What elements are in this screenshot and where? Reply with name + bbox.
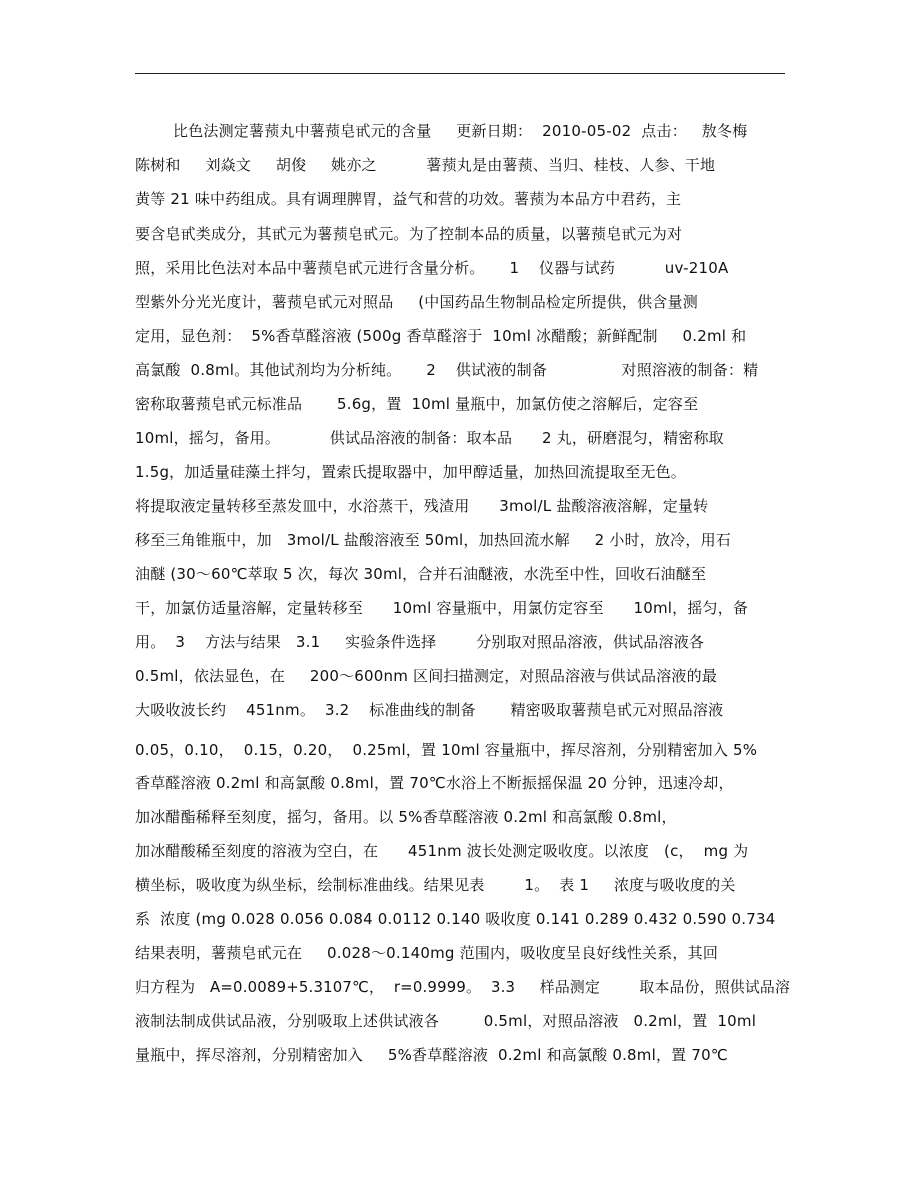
text-line: 加冰醋酯稀释至刻度，摇匀，备用。以 5%香草醛溶液 0.2ml 和高氯酸 0.8ml， <box>135 808 677 826</box>
text-line: 油醚 (30～60℃萃取 5 次，每次 30ml，合并石油醚液，水洗至中性，回收石油醚至 <box>135 565 707 583</box>
text-line: 大吸收波长约 451nm。 3.2 标准曲线的制备 精密吸取薯蓣皂甙元对照品溶液 <box>135 701 724 719</box>
text-line: 型紫外分光光度计，薯蓣皂甙元对照品 (中国药品生物制品检定所提供，供含量测 <box>135 293 698 311</box>
text-line: 陈树和 刘焱文 胡俊 姚亦之 薯蓣丸是由薯蓣、当归、桂枝、人参、干地 <box>135 156 716 174</box>
text-line: 归方程为 A=0.0089+5.3107℃， r=0.9999。 3.3 样品测定 取本品份，照供试品溶 <box>135 978 791 996</box>
text-line: 液制法制成供试品液，分别吸取上述供试液各 0.5ml，对照品溶液 0.2ml，置 10ml <box>135 1012 757 1030</box>
text-line: 量瓶中，挥尽溶剂，分别精密加入 5%香草醛溶液 0.2ml 和高氯酸 0.8ml，置 70℃ <box>135 1046 728 1064</box>
text-line: 1.5g，加适量硅藻土拌匀，置索氏提取器中，加甲醇适量，加热回流提取至无色。 <box>135 463 686 481</box>
text-line: 横坐标，吸收度为纵坐标，绘制标准曲线。结果见表 1。 表 1 浓度与吸收度的关 <box>135 876 736 894</box>
text-line: 移至三角锥瓶中，加 3mol/L 盐酸溶液至 50ml，加热回流水解 2 小时，放冷，用石 <box>135 531 731 549</box>
text-line: 用。 3 方法与结果 3.1 实验条件选择 分别取对照品溶液，供试品溶液各 <box>135 633 705 651</box>
text-line: 黄等 21 味中药组成。具有调理脾胃，益气和营的功效。薯蓣为本品方中君药，主 <box>135 190 682 208</box>
text-line: 密称取薯蓣皂甙元标准品 5.6g，置 10ml 量瓶中，加氯仿使之溶解后，定容至 <box>135 395 699 413</box>
text-line: 10ml，摇匀，备用。 供试品溶液的制备：取本品 2 丸，研磨混匀，精密称取 <box>135 429 724 447</box>
text-line: 比色法测定薯蓣丸中薯蓣皂甙元的含量 更新日期： 2010-05-02 点击： 敖冬梅 <box>173 122 748 140</box>
text-line: 香草醛溶液 0.2ml 和高氯酸 0.8ml，置 70℃水浴上不断振摇保温 20 分钟，迅速冷却， <box>135 774 734 792</box>
text-line: 要含皂甙类成分，其甙元为薯蓣皂甙元。为了控制本品的质量，以薯蓣皂甙元为对 <box>135 225 683 243</box>
text-line: 高氯酸 0.8ml。其他试剂均为分析纯。 2 供试液的制备 对照溶液的制备：精 <box>135 361 759 379</box>
text-line: 0.5ml，依法显色，在 200～600nm 区间扫描测定，对照品溶液与供试品溶液的最 <box>135 667 718 685</box>
text-line: 结果表明，薯蓣皂甙元在 0.028～0.140mg 范围内，吸收度呈良好线性关系，其回 <box>135 944 719 962</box>
text-line: 定用，显色剂： 5%香草醛溶液 (500g 香草醛溶于 10ml 冰醋酸；新鲜配制 0.2ml 和 <box>135 327 747 345</box>
text-line: 将提取液定量转移至蒸发皿中，水浴蒸干，残渣用 3mol/L 盐酸溶液溶解，定量转 <box>135 497 709 515</box>
text-line: 0.05，0.10， 0.15，0.20， 0.25ml，置 10ml 容量瓶中，挥尽溶剂，分别精密加入 5% <box>135 741 758 759</box>
text-line: 照，采用比色法对本品中薯蓣皂甙元进行含量分析。 1 仪器与试药 uv-210A <box>135 259 729 277</box>
text-line: 干，加氯仿适量溶解，定量转移至 10ml 容量瓶中，用氯仿定容至 10ml，摇匀，备 <box>135 599 749 617</box>
text-line: 系 浓度 (mg 0.028 0.056 0.084 0.0112 0.140 吸收度 0.141 0.289 0.432 0.590 0.734 <box>135 910 776 928</box>
text-line: 加冰醋酸稀至刻度的溶液为空白，在 451nm 波长处测定吸收度。以浓度 (c， mg 为 <box>135 842 749 860</box>
